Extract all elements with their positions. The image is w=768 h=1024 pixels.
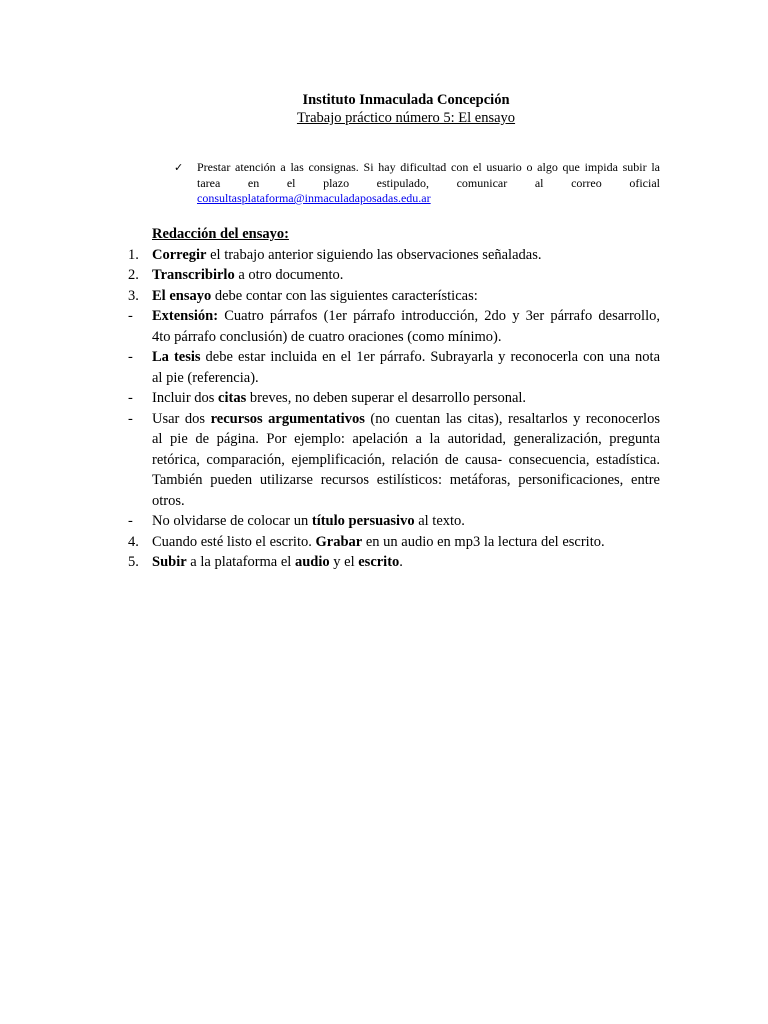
notice-line-1: Prestar atención a las consignas. Si hay dificultad con el usuario o algo que impida subir la [197,160,660,174]
list-item: - Extensión: Cuatro párrafos (1er párrafo introducción, 2do y 3er párrafo desarrollo, 4to párrafo conclusión) de cuatro oraciones (como mínimo). [128,308,660,345]
list-item: - Usar dos recursos argumentativos (no cuentan las citas), resaltarlos y reconocerlos al pie de página. Por ejemplo: apelación a la autoridad, generalización, pregunta retórica, comparación, ejemplificación, relación de causa- consecuencia, estadística. También pueden utilizarse recursos estilísticos: metáforas, personificaciones, entre otros. [128,410,660,509]
essay-instructions [128,224,660,573]
institute-title: Instituto Inmaculada Concepción [302,92,510,108]
checkmark-icon: ✓ [174,161,184,174]
assignment-subtitle: Trabajo práctico número 5: El ensayo [296,110,516,126]
list-item: 5. Subir a la plataforma el audio y el escrito. [128,554,403,570]
list-item: 2. Transcribirlo a otro documento. [128,267,344,283]
list-item: 3. El ensayo debe contar con las siguientes características: [128,287,478,304]
section-heading: Redacción del ensayo: [152,226,289,242]
list-item: 1. Corregir el trabajo anterior siguiendo las observaciones señaladas. [128,246,542,263]
email-link[interactable]: consultasplataforma@inmaculadaposadas.edu.ar [197,191,431,205]
list-item: - No olvidarse de colocar un título persuasivo al texto. [128,513,465,529]
list-item: 4. Cuando esté listo el escrito. Grabar en un audio en mp3 la lectura del escrito. [128,533,605,550]
list-item: - Incluir dos citas breves, no deben superar el desarrollo personal. [128,390,527,406]
notice-line-2: tarea en el plazo estipulado, comunicar al correo oficial [197,175,660,190]
list-item: - La tesis debe estar incluida en el 1er párrafo. Subrayarla y reconocerla con una nota al pie (referencia). [128,349,660,386]
